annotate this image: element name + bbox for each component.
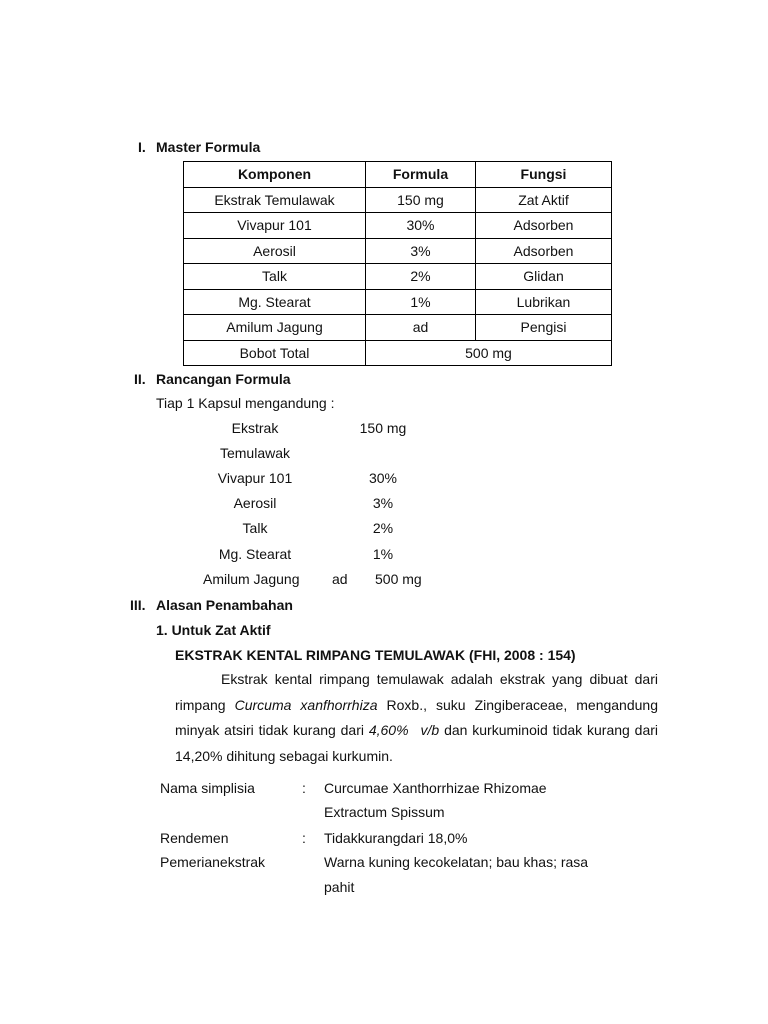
paragraph-text: Ekstrak kental rimpang temulawak adalah ekstrak yang dibuat dari rimpang xyxy=(175,671,658,713)
section-1-numeral: I. xyxy=(138,139,146,155)
section-3-title: Alasan Penambahan xyxy=(156,597,293,613)
formula-item-qty: 1% xyxy=(372,546,394,562)
detail-value: Extractum Spissum xyxy=(324,804,445,820)
table-row xyxy=(184,264,612,290)
formula-item-qty: 500 mg xyxy=(375,571,422,587)
paragraph-text: Roxb., suku Zingiberaceae, mengandung minyak atsiri tidak kurang dari xyxy=(175,696,658,738)
table-row xyxy=(184,238,612,264)
table-header-cell: Formula xyxy=(366,162,476,188)
formula-item-name: Talk xyxy=(242,520,268,536)
table-cell: 30% xyxy=(366,213,476,239)
table-cell: Lubrikan xyxy=(476,289,612,315)
table-cell: Adsorben xyxy=(476,238,612,264)
table-cell: ad xyxy=(366,315,476,341)
section-2-title: Rancangan Formula xyxy=(156,371,291,387)
total-label: Bobot Total xyxy=(184,340,366,366)
formula-item-name: Temulawak xyxy=(219,445,291,461)
section-1-title: Master Formula xyxy=(156,139,261,155)
table-cell: Aerosil xyxy=(184,238,366,264)
table-cell: Pengisi xyxy=(476,315,612,341)
table-cell: Zat Aktif xyxy=(476,187,612,213)
table-cell: Vivapur 101 xyxy=(184,213,366,239)
formula-item-qty: 150 mg xyxy=(359,420,407,436)
species-name: Curcuma xanfhorrhiza xyxy=(234,696,378,713)
table-cell: Amilum Jagung xyxy=(184,315,366,341)
table-row xyxy=(184,315,612,341)
table-row xyxy=(184,213,612,239)
subsection-title: 1. Untuk Zat Aktif xyxy=(156,622,271,638)
table-cell: Adsorben xyxy=(476,213,612,239)
formula-item-name: Vivapur 101 xyxy=(217,470,293,486)
monograph-heading: EKSTRAK KENTAL RIMPANG TEMULAWAK (FHI, 2008 : 154) xyxy=(175,647,576,663)
table-header-cell: Fungsi xyxy=(476,162,612,188)
oil-content-unit: v/b xyxy=(420,722,440,738)
formula-item-qty: 30% xyxy=(368,470,398,486)
formula-item-name: Aerosil xyxy=(233,495,277,511)
table-cell: 150 mg xyxy=(366,187,476,213)
master-formula-table xyxy=(183,161,612,366)
formula-item-ad: ad xyxy=(332,571,348,587)
table-header-cell: Komponen xyxy=(184,162,366,188)
formula-item-qty: 3% xyxy=(372,495,394,511)
section-2-numeral: II. xyxy=(134,371,146,387)
table-row xyxy=(184,187,612,213)
table-total-row xyxy=(184,340,612,366)
formula-item-name: Amilum Jagung xyxy=(203,571,300,587)
table-cell: 2% xyxy=(366,264,476,290)
detail-label: Nama simplisia xyxy=(160,780,255,796)
detail-value: Warna kuning kecokelatan; bau khas; rasa xyxy=(324,854,589,870)
monograph-paragraph xyxy=(175,667,658,769)
detail-label: Rendemen xyxy=(160,830,229,846)
formula-item-name: Mg. Stearat xyxy=(218,546,292,562)
table-cell: Mg. Stearat xyxy=(184,289,366,315)
table-cell: Talk xyxy=(184,264,366,290)
table-header-row xyxy=(184,162,612,188)
table-cell: Glidan xyxy=(476,264,612,290)
table-row xyxy=(184,289,612,315)
detail-value: Curcumae Xanthorrhizae Rhizomae xyxy=(324,780,547,796)
detail-label: Pemerianekstrak xyxy=(160,854,266,870)
formula-item-qty: 2% xyxy=(372,520,394,536)
formula-item-name: Ekstrak xyxy=(231,420,279,436)
table-cell: 1% xyxy=(366,289,476,315)
detail-separator: : xyxy=(302,830,306,846)
oil-content-value: 4,60% xyxy=(368,722,409,738)
total-value: 500 mg xyxy=(366,340,612,366)
detail-separator: : xyxy=(302,780,306,796)
detail-value: pahit xyxy=(324,879,355,895)
table-cell: Ekstrak Temulawak xyxy=(184,187,366,213)
section-2-intro: Tiap 1 Kapsul mengandung : xyxy=(156,395,335,411)
section-3-numeral: III. xyxy=(130,597,146,613)
table-cell: 3% xyxy=(366,238,476,264)
paragraph-text: dan kurkuminoid tidak kurang dari 14,20% dihitung sebagai kurkumin. xyxy=(175,722,658,764)
detail-value: Tidakkurangdari 18,0% xyxy=(324,830,468,846)
